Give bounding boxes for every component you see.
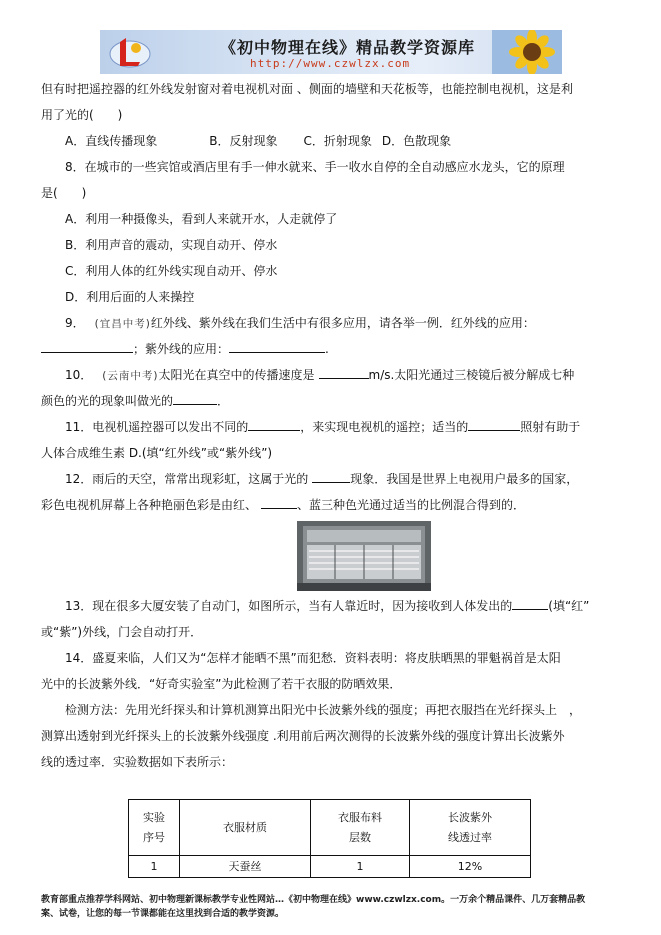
- answer-blank[interactable]: [512, 595, 548, 610]
- header-banner: [100, 30, 562, 74]
- page-footer: [41, 893, 626, 921]
- q10-text-2: m/s.太阳光通过三棱镜后被分解成七种: [368, 368, 575, 382]
- q12-stem: [41, 466, 626, 492]
- q11-text-3: 照射有助于: [520, 420, 581, 434]
- q9-stem: [41, 310, 626, 336]
- table-cell: 天蚕丝: [180, 856, 311, 878]
- sunflower-icon: [492, 30, 562, 74]
- answer-blank[interactable]: [468, 416, 520, 431]
- q10-end: ．: [217, 394, 230, 408]
- q14-method: 检测方法：先用光纤探头和计算机测算出阳光中长波紫外线的强度；再把衣服挡在光纤探头上 ，: [65, 703, 582, 717]
- q12-text-3: 彩色电视机屏幕上各种艳丽色彩是由红、: [41, 498, 258, 512]
- answer-blank[interactable]: [319, 364, 369, 379]
- footer-line: 教育部重点推荐学科网站、初中物理新课标教学专业性网站…《初中物理在线》www.czwlzx.com。一万余个精品课件、几万套精品教: [41, 895, 586, 905]
- text-line: 用了光的( ): [41, 108, 123, 122]
- table-row: [129, 856, 531, 878]
- q8-stem: 8．在城市的一些宾馆或酒店里有手一伸水就来、手一收水自停的全自动感应水龙头，它的原理: [65, 160, 565, 174]
- uv-transmittance-table: [128, 799, 531, 878]
- q8-option-c: C．利用人体的红外线实现自动开、停水: [65, 264, 278, 278]
- header-cell: 衣服材质: [180, 800, 311, 856]
- q7-option-c: C．折射现象: [303, 134, 372, 148]
- q14-method-cont: 测算出透射到光纤探头上的长波紫外线强度 .利用前后两次测得的长波紫外线的强度计算出长波紫外: [41, 729, 565, 743]
- q14-cont: 光中的长波紫外线．“好奇实验室”为此检测了若干衣服的防晒效果．: [41, 677, 402, 691]
- q8-option-d: D．利用后面的人来操控: [65, 290, 195, 304]
- q14-stem: 14．盛夏来临，人们又为“怎样才能晒不黑”而犯愁．资料表明：将皮肤晒黑的罪魁祸首是太阳: [65, 651, 561, 665]
- q10-number: 10．: [65, 368, 93, 382]
- automatic-door-photo: [297, 521, 431, 591]
- q7-option-d: D．色散现象: [381, 134, 452, 148]
- q12-text-2: 现象．我国是世界上电视用户最多的国家，: [350, 472, 579, 486]
- answer-blank[interactable]: [312, 468, 350, 483]
- banner-title: 《初中物理在线》精品教学资源库: [220, 38, 476, 57]
- q9-number: 9．: [65, 316, 85, 330]
- text-line: 但有时把遥控器的红外线发射窗对着电视机对面 、侧面的墙壁和天花板等，也能控制电视机，这是利: [41, 82, 573, 96]
- q12-cont: [41, 492, 626, 518]
- document-body: [41, 76, 626, 518]
- q10-cont: [41, 388, 626, 414]
- q14-method-end: 线的透过率．实验数据如下表所示：: [41, 755, 234, 769]
- q10-source: (云南中考): [102, 370, 159, 382]
- table-cell: 12%: [410, 856, 531, 878]
- answer-blank[interactable]: [261, 494, 297, 509]
- q11-text: 11．电视机遥控器可以发出不同的: [65, 420, 249, 434]
- q9-text: 红外线、紫外线在我们生活中有很多应用，请各举一例．红外线的应用：: [150, 316, 535, 330]
- q8-stem-cont: 是( ): [41, 186, 87, 200]
- q8-option-b: B．利用声音的震动，实现自动开、停水: [65, 238, 278, 252]
- answer-blank[interactable]: [229, 338, 325, 353]
- q10-text-3: 颜色的光的现象叫做光的: [41, 394, 174, 408]
- footer-line: 案、试卷，让您的每一节课都能在这里找到合适的教学资源。: [41, 909, 285, 919]
- q9-source: (宜昌中考): [94, 318, 151, 330]
- site-logo-icon: [106, 34, 154, 70]
- q7-options: [41, 128, 626, 154]
- q10-text: 太阳光在真空中的传播速度是: [158, 368, 315, 382]
- banner-url[interactable]: http://www.czwlzx.com: [250, 57, 411, 70]
- q7-option-b: B．反射现象: [209, 134, 278, 148]
- q7-option-a: A．直线传播现象: [65, 134, 158, 148]
- q9-end: .: [325, 342, 329, 356]
- q11-stem: [41, 414, 626, 440]
- header-cell: 长波紫外 线透过率: [410, 800, 531, 856]
- q13-text-2: (填“红”: [548, 599, 590, 613]
- q13-text: 13．现在很多大厦安装了自动门，如图所示，当有人靠近时，因为接收到人体发出的: [65, 599, 513, 613]
- answer-blank[interactable]: [41, 338, 133, 353]
- q9-answer-line: [41, 336, 626, 362]
- q9-text-uv: ；紫外线的应用：: [133, 342, 230, 356]
- q10-stem: [41, 362, 626, 388]
- table-cell: 1: [311, 856, 410, 878]
- header-cell: 实验 序号: [129, 800, 180, 856]
- q11-cont: 人体合成维生素 D.(填“红外线”或“紫外线”): [41, 446, 273, 460]
- q13-cont: 或“紫”)外线，门会自动打开．: [41, 625, 203, 639]
- q8-option-a: A．利用一种摄像头，看到人来就开水，人走就停了: [65, 212, 338, 226]
- answer-blank[interactable]: [173, 390, 217, 405]
- q13-stem: [41, 593, 626, 619]
- q12-text: 12．雨后的天空，常常出现彩虹，这属于光的: [65, 472, 309, 486]
- answer-blank[interactable]: [248, 416, 300, 431]
- q11-text-2: ，来实现电视机的遥控；适当的: [300, 420, 469, 434]
- header-cell: 衣服布料 层数: [311, 800, 410, 856]
- q12-text-4: 、蓝三种色光通过适当的比例混合得到的．: [297, 498, 526, 512]
- document-body-lower: [41, 593, 626, 775]
- table-header-row: [129, 800, 531, 856]
- table-cell: 1: [129, 856, 180, 878]
